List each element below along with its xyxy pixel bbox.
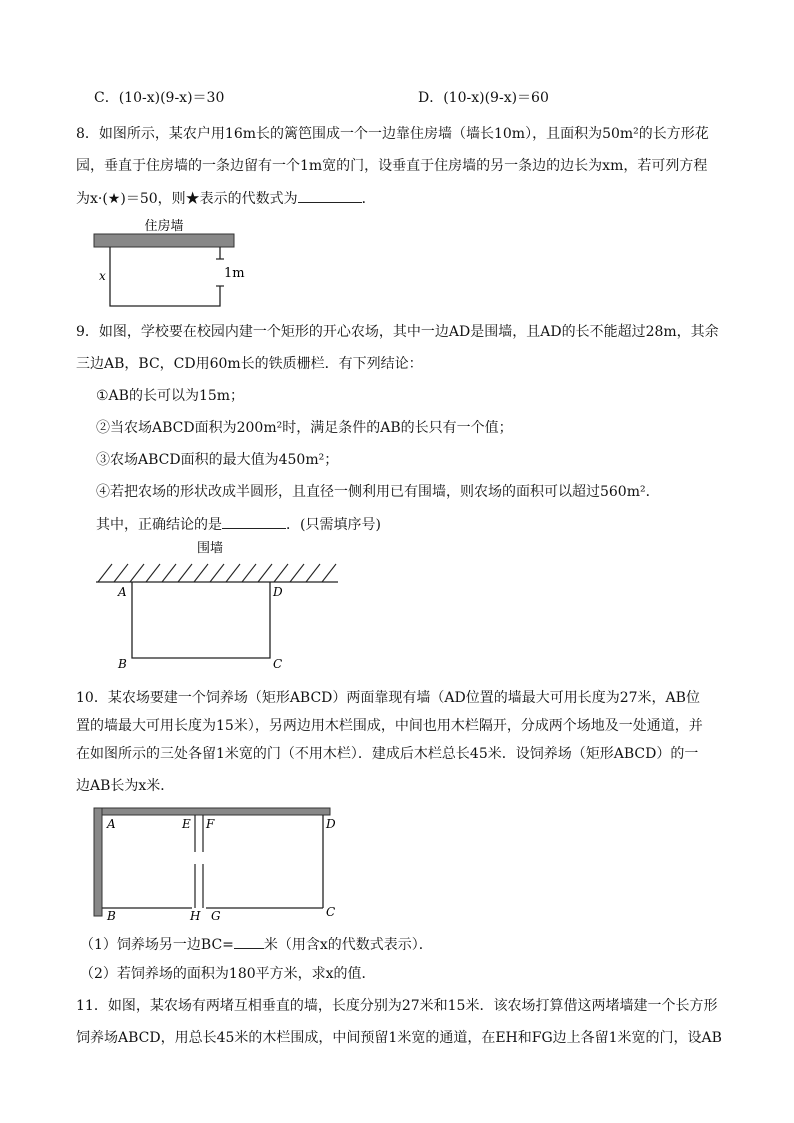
- hatch-stroke: [114, 564, 128, 582]
- q10-line-3: 在如图所示的三处各留1米宽的门（不用木栏）．建成后木栏总长45米．设饲养场（矩形ABCD）的一: [76, 746, 699, 762]
- q10-label-a: A: [107, 817, 116, 831]
- q10-label-h: H: [190, 909, 201, 922]
- q8-line-1: 8．如图所示，某农户用16m长的篱笆围成一个一边靠住房墙（墙长10m），且面积为50m²的长方形花: [76, 126, 709, 142]
- q10-label-g: G: [211, 909, 221, 922]
- q9-wall-hatch: [98, 564, 336, 582]
- hatch-stroke: [178, 564, 192, 582]
- q10-sub-1-end: 米（用含x的代数式表示）．: [263, 937, 433, 953]
- q8-line-3-text: 为x·(★)＝50，则★表示的代数式为: [76, 191, 298, 207]
- q9-conclusion-2: ②当农场ABCD面积为200m²时，满足条件的AB的长只有一个值；: [96, 420, 513, 436]
- q8-fence: [110, 247, 220, 306]
- q9-figure: [92, 538, 342, 673]
- q11-line-1: 11．如图，某农场有两堵互相垂直的墙，长度分别为27米和15米．该农场打算借这两堵墙建一个长方形: [76, 998, 718, 1014]
- q10-wall-top: [94, 808, 330, 815]
- q8-figure: [90, 218, 250, 310]
- q10-wall-left: [94, 808, 102, 916]
- q9-conclusion-4: ④若把农场的形状改成半圆形，且直径一侧利用已有围墙，则农场的面积可以超过560m²．: [96, 484, 660, 500]
- q9-line-1: 9．如图，学校要在校园内建一个矩形的开心农场，其中一边AD是围墙，且AD的长不能超过28m，其余: [76, 324, 719, 340]
- q10-label-e: E: [182, 817, 191, 831]
- q9-fence: [132, 582, 270, 658]
- q10-sub-1-text: （1）饲养场另一边BC=: [80, 937, 234, 953]
- q10-sub-1: [80, 934, 433, 955]
- q8-door-label: 1m: [224, 266, 245, 281]
- hatch-stroke: [306, 564, 320, 582]
- q11-line-2: 饲养场ABCD，用总长45米的木栏围成，中间预留1米宽的通道，在EH和FG边上各留1米宽的门，设AB: [76, 1030, 722, 1046]
- q9-conclusion-1: ①AB的长可以为15m；: [96, 388, 245, 404]
- q8-line-3-end: ．: [361, 191, 376, 207]
- q10-label-c: C: [326, 905, 336, 919]
- q9-label-a: A: [118, 585, 127, 599]
- q9-label-c: C: [273, 657, 283, 671]
- hatch-stroke: [274, 564, 288, 582]
- q10-sub-2: （2）若饲养场的面积为180平方米，求x的值．: [80, 966, 376, 982]
- q10-label-d: D: [326, 817, 336, 831]
- q9-answer-blank[interactable]: [222, 514, 286, 529]
- q10-line-4: 边AB长为x米．: [76, 778, 175, 794]
- q8-line-2: 园，垂直于住房墙的一条边留有一个1m宽的门，设垂直于住房墙的另一条边的边长为xm，若可列方程: [76, 158, 708, 174]
- hatch-stroke: [226, 564, 240, 582]
- option-d: D．(10-x)(9-x)＝60: [418, 90, 549, 106]
- q10-line-1: 10．某农场要建一个饲养场（矩形ABCD）两面靠现有墙（AD位置的墙最大可用长度为27米，AB位: [76, 690, 700, 706]
- q9-answer-line: [96, 514, 381, 535]
- hatch-stroke: [242, 564, 256, 582]
- q9-label-d: D: [273, 585, 283, 599]
- q8-wall: [94, 234, 234, 247]
- q9-answer-text: 其中，正确结论的是: [96, 517, 222, 533]
- hatch-stroke: [98, 564, 112, 582]
- hatch-stroke: [290, 564, 304, 582]
- q10-line-2: 置的墙最大可用长度为15米），另两边用木栏围成，中间也用木栏隔开，分成两个场地及一处通道，并: [76, 718, 703, 734]
- q9-label-b: B: [118, 657, 127, 671]
- q10-figure: [90, 804, 340, 922]
- q9-wall-label: 围墙: [196, 541, 224, 556]
- hatch-stroke: [258, 564, 272, 582]
- q9-conclusion-3: ③农场ABCD面积的最大值为450m²；: [96, 452, 339, 468]
- hatch-stroke: [130, 564, 144, 582]
- hatch-stroke: [322, 564, 336, 582]
- hatch-stroke: [146, 564, 160, 582]
- q10-label-b: B: [107, 909, 116, 922]
- q8-wall-label: 住房墙: [144, 219, 184, 234]
- hatch-stroke: [162, 564, 176, 582]
- q9-line-2: 三边AB，BC，CD用60m长的铁质栅栏．有下列结论：: [76, 356, 423, 372]
- hatch-stroke: [194, 564, 208, 582]
- q8-answer-blank[interactable]: [298, 188, 362, 203]
- option-c: C．(10-x)(9-x)＝30: [94, 90, 225, 106]
- hatch-stroke: [210, 564, 224, 582]
- q10-sub-1-blank[interactable]: [234, 934, 264, 949]
- q8-x-label: x: [99, 269, 106, 283]
- q8-line-3: [76, 188, 376, 209]
- q9-answer-end: ．(只需填序号): [286, 517, 381, 533]
- q10-label-f: F: [206, 817, 215, 831]
